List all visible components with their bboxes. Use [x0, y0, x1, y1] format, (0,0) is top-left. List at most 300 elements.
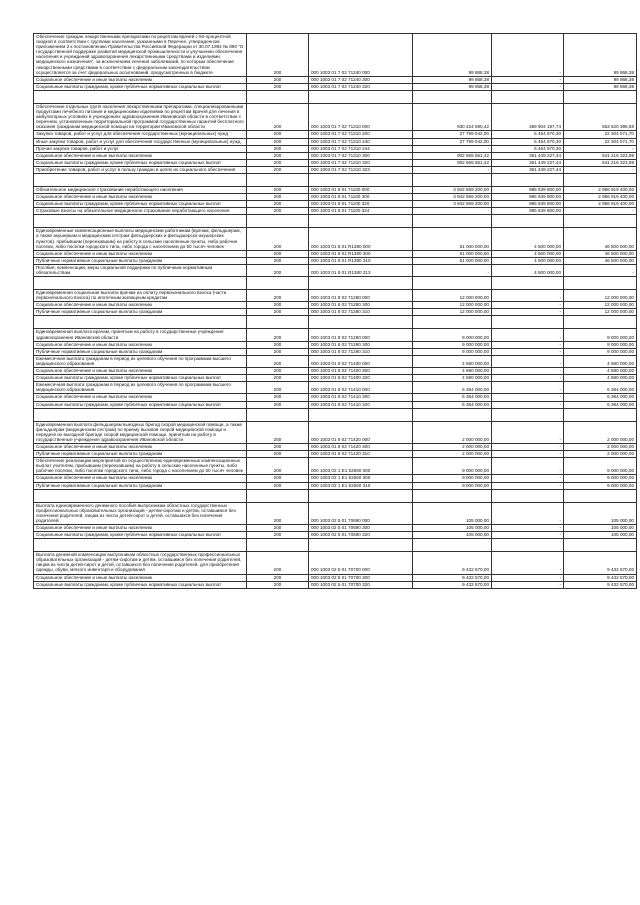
approved-amount-cell: 4 680 000,00: [413, 355, 492, 367]
budget-classification-code-cell: 000 1003 01 7 02 71310 300: [309, 152, 413, 159]
separator-cell: [492, 215, 564, 228]
unexecuted-amount-cell: 9 000 000,00: [564, 475, 637, 482]
separator-cell: [413, 173, 492, 186]
budget-classification-code-cell: 000 1003 01 8 02 71420 310: [309, 451, 413, 458]
expenditure-name-cell: Ежемесячная выплата гражданам в период их целевого обучения по программам высшего медицинского образования: [34, 355, 247, 367]
administrator-code-cell: 200: [247, 574, 309, 581]
executed-amount-cell: 985 639 800,00: [492, 201, 564, 208]
approved-amount-cell: 105 000,00: [413, 525, 492, 532]
separator-cell: [564, 277, 637, 290]
administrator-code-cell: 200: [247, 341, 309, 348]
administrator-code-cell: 200: [247, 152, 309, 159]
unexecuted-amount-cell: 9 432 570,00: [564, 552, 637, 574]
administrator-code-cell: 200: [247, 201, 309, 208]
approved-amount-cell: 9 000 000,00: [413, 348, 492, 355]
unexecuted-amount-cell: 6 384 000,00: [564, 382, 637, 394]
expenditure-name-cell: Социальное обеспечение и иные выплаты населению: [34, 341, 247, 348]
expenditure-name-cell: Социальные выплаты гражданам, кроме публичных нормативных социальных выплат: [34, 83, 247, 90]
executed-amount-cell: -: [492, 309, 564, 316]
table-row: [34, 201, 637, 208]
administrator-code-cell: 200: [247, 302, 309, 309]
table-row: [34, 443, 637, 450]
executed-amount-cell: -: [492, 401, 564, 408]
budget-expenditure-table: [33, 33, 637, 589]
executed-amount-cell: -: [492, 341, 564, 348]
executed-amount-cell: 361 449 227,44: [492, 152, 564, 159]
separator-cell: [247, 489, 309, 502]
approved-amount-cell: 105 000,00: [413, 502, 492, 524]
expenditure-name-cell: Социальное обеспечение и иные выплаты населению: [34, 194, 247, 201]
separator-cell: [564, 173, 637, 186]
separator-cell: [247, 539, 309, 552]
unexecuted-amount-cell: -: [564, 166, 637, 173]
budget-classification-code-cell: 000 1003 01 7 02 71310 320: [309, 159, 413, 166]
administrator-code-cell: 200: [247, 208, 309, 215]
budget-classification-code-cell: 000 1003 01 8 02 71290 000: [309, 329, 413, 341]
unexecuted-amount-cell: 2 000 000,00: [564, 421, 637, 443]
approved-amount-cell: 12 000 000,00: [413, 290, 492, 302]
unexecuted-amount-cell: 4 680 000,00: [564, 355, 637, 367]
administrator-code-cell: 200: [247, 131, 309, 138]
budget-classification-code-cell: 000 1003 02 1 E1 52560 310: [309, 482, 413, 489]
expenditure-name-cell: Пособия, компенсации, меры социальной поддержки по публичным нормативным обязательствам: [34, 264, 247, 276]
table-row: [34, 348, 637, 355]
administrator-code-cell: 200: [247, 103, 309, 130]
budget-classification-code-cell: 000 1003 01 7 02 71240 300: [309, 76, 413, 83]
executed-amount-cell: -: [492, 482, 564, 489]
separator-cell: [247, 316, 309, 329]
administrator-code-cell: 200: [247, 250, 309, 257]
executed-amount-cell: -: [492, 525, 564, 532]
expenditure-name-cell: Социальные выплаты гражданам, кроме публичных нормативных социальных выплат: [34, 581, 247, 588]
expenditure-name-cell: Выплата денежной компенсации выпускникам областных государственных профессиональных образовательных организаций - детям-сиротам и детям, оставшимся без попечения родителей, лицам из числа детей-сирот и детей, оставшихся без попечения родителей, для приобретения одежды, обуви, мягкого инвентаря и оборудования: [34, 552, 247, 574]
budget-classification-code-cell: 000 1003 01 8 02 71410 300: [309, 394, 413, 401]
budget-classification-code-cell: 000 1003 01 8 02 71280 310: [309, 309, 413, 316]
budget-classification-code-cell: 000 1003 01 7 02 71310 000: [309, 103, 413, 130]
approved-amount-cell: 9 000 000,00: [413, 475, 492, 482]
table-row: [34, 166, 637, 173]
table-row: [34, 574, 637, 581]
administrator-code-cell: 200: [247, 451, 309, 458]
approved-amount-cell: 902 665 551,42: [413, 152, 492, 159]
budget-classification-code-cell: 000 1003 01 7 02 71240 000: [309, 34, 413, 77]
table-row: [34, 76, 637, 83]
administrator-code-cell: 200: [247, 502, 309, 524]
expenditure-name-cell: Социальное обеспечение и иные выплаты населению: [34, 574, 247, 581]
administrator-code-cell: 200: [247, 443, 309, 450]
separator-cell: [413, 408, 492, 421]
approved-amount-cell: 51 000 000,00: [413, 257, 492, 264]
expenditure-name-cell: Социальные выплаты гражданам, кроме публичных нормативных социальных выплат: [34, 401, 247, 408]
administrator-code-cell: 200: [247, 458, 309, 475]
approved-amount-cell: 99 868,38: [413, 34, 492, 77]
unexecuted-amount-cell: 9 000 000,00: [564, 348, 637, 355]
budget-classification-code-cell: 000 1003 01 8 02 71400 300: [309, 368, 413, 375]
approved-amount-cell: 3 942 559 200,00: [413, 201, 492, 208]
table-row: [34, 458, 637, 475]
separator-cell: [413, 489, 492, 502]
administrator-code-cell: 200: [247, 348, 309, 355]
unexecuted-amount-cell: 2 956 919 400,00: [564, 186, 637, 193]
table-row: [34, 525, 637, 532]
expenditure-name-cell: Публичные нормативные социальные выплаты гражданам: [34, 257, 247, 264]
separator-cell: [309, 90, 413, 103]
administrator-code-cell: 200: [247, 355, 309, 367]
executed-amount-cell: -: [492, 83, 564, 90]
administrator-code-cell: 200: [247, 329, 309, 341]
executed-amount-cell: 4 500 000,00: [492, 257, 564, 264]
table-row: [34, 186, 637, 193]
administrator-code-cell: 200: [247, 368, 309, 375]
expenditure-name-cell: Приобретение товаров, работ и услуг в пользу граждан в целях их социального обеспечения: [34, 166, 247, 173]
expenditure-name-cell: Публичные нормативные социальные выплаты гражданам: [34, 309, 247, 316]
table-row: [34, 552, 637, 574]
administrator-code-cell: 200: [247, 375, 309, 382]
expenditure-name-cell: Публичные нормативные социальные выплаты гражданам: [34, 451, 247, 458]
executed-amount-cell: 369 904 197,74: [492, 103, 564, 130]
table-row: [34, 159, 637, 166]
executed-amount-cell: 985 639 800,00: [492, 208, 564, 215]
expenditure-name-cell: Социальные выплаты гражданам, кроме публичных нормативных социальных выплат: [34, 201, 247, 208]
administrator-code-cell: 200: [247, 552, 309, 574]
row-separator: [34, 489, 637, 502]
approved-amount-cell: -: [413, 208, 492, 215]
expenditure-name-cell: Страховые взносы на обязательное медицинское страхование неработающего населения: [34, 208, 247, 215]
budget-classification-code-cell: 000 1003 01 7 02 71310 240: [309, 138, 413, 145]
expenditure-name-cell: Публичные нормативные социальные выплаты гражданам: [34, 482, 247, 489]
separator-cell: [413, 539, 492, 552]
table-row: [34, 103, 637, 130]
table-row: [34, 329, 637, 341]
separator-cell: [492, 277, 564, 290]
separator-cell: [492, 173, 564, 186]
expenditure-name-cell: Социальное обеспечение и иные выплаты населению: [34, 394, 247, 401]
budget-classification-code-cell: 000 1003 01 8 02 71400 000: [309, 355, 413, 367]
budget-classification-code-cell: 000 1003 02 1 E1 52560 300: [309, 475, 413, 482]
unexecuted-amount-cell: 9 432 570,00: [564, 581, 637, 588]
executed-amount-cell: -: [492, 382, 564, 394]
expenditure-name-cell: Обеспечение отдельных групп населения лекарственными препаратами, специализированными продуктами лечебного питания и медицинскими изделиями по рецептам врачей для лечения в амбулаторных условиях в учреждениях здравоохранения Ивановской области в соответствии с перечнем, установленным территориальной программой государственных гарантий бесплатного оказания гражданам медицинской помощи на территории Ивановской области: [34, 103, 247, 130]
separator-cell: [492, 408, 564, 421]
executed-amount-cell: -: [492, 552, 564, 574]
separator-cell: [247, 90, 309, 103]
row-separator: [34, 316, 637, 329]
executed-amount-cell: 5 454 970,30: [492, 131, 564, 138]
separator-cell: [413, 316, 492, 329]
approved-amount-cell: 4 680 000,00: [413, 375, 492, 382]
row-separator: [34, 408, 637, 421]
budget-classification-code-cell: 000 1003 01 7 02 71310 200: [309, 131, 413, 138]
executed-amount-cell: -: [492, 532, 564, 539]
expenditure-name-cell: Социальное обеспечение и иные выплаты населению: [34, 76, 247, 83]
row-separator: [34, 215, 637, 228]
table-row: [34, 228, 637, 250]
separator-cell: [309, 173, 413, 186]
expenditure-name-cell: Социальное обеспечение и иные выплаты населению: [34, 525, 247, 532]
executed-amount-cell: -: [492, 394, 564, 401]
budget-classification-code-cell: 000 1003 01 8 02 71400 320: [309, 375, 413, 382]
budget-classification-code-cell: 000 1003 02 5 01 70690 300: [309, 525, 413, 532]
expenditure-name-cell: Социальные выплаты гражданам, кроме публичных нормативных социальных выплат: [34, 159, 247, 166]
approved-amount-cell: 930 424 590,42: [413, 103, 492, 130]
executed-amount-cell: -: [492, 76, 564, 83]
separator-cell: [309, 408, 413, 421]
budget-classification-code-cell: 000 1003 01 8 02 71420 000: [309, 421, 413, 443]
approved-amount-cell: -: [413, 166, 492, 173]
expenditure-name-cell: Единовременная выплата фельдшерам выездных бригад скорой медицинской помощи, а также фельдшерам (медицинским сестрам) по приему вызовов скорой медицинской помощи и передаче их выездной бригаде скорой медицинской помощи, принятым на работу в государственные учреждения здравоохранения Ивановской области: [34, 421, 247, 443]
expenditure-name-cell: Публичные нормативные социальные выплаты гражданам: [34, 348, 247, 355]
separator-cell: [564, 539, 637, 552]
unexecuted-amount-cell: -: [564, 208, 637, 215]
executed-amount-cell: 5 454 970,30: [492, 145, 564, 152]
administrator-code-cell: 200: [247, 159, 309, 166]
unexecuted-amount-cell: 105 000,00: [564, 502, 637, 524]
budget-classification-code-cell: 000 1003 01 8 01 R1380 313: [309, 264, 413, 276]
executed-amount-cell: 361 449 227,44: [492, 159, 564, 166]
separator-cell: [492, 90, 564, 103]
separator-cell: [564, 316, 637, 329]
administrator-code-cell: 200: [247, 264, 309, 276]
table-row: [34, 451, 637, 458]
administrator-code-cell: 200: [247, 194, 309, 201]
budget-classification-code-cell: 000 1003 01 7 02 71310 244: [309, 145, 413, 152]
table-row: [34, 482, 637, 489]
table-body: [34, 34, 637, 589]
administrator-code-cell: 200: [247, 401, 309, 408]
expenditure-name-cell: Выплата единовременного денежного пособия выпускникам областных государственных профессиональных образовательных организаций - детям-сиротам и детям, оставшимся без попечения родителей, лицам из числа детей-сирот и детей, оставшихся без попечения родителей: [34, 502, 247, 524]
unexecuted-amount-cell: 12 000 000,00: [564, 302, 637, 309]
unexecuted-amount-cell: 2 000 000,00: [564, 443, 637, 450]
budget-classification-code-cell: 000 1003 01 7 02 71240 320: [309, 83, 413, 90]
administrator-code-cell: 200: [247, 290, 309, 302]
separator-cell: [413, 277, 492, 290]
budget-report-page: [33, 33, 636, 589]
unexecuted-amount-cell: 46 500 000,00: [564, 228, 637, 250]
approved-amount-cell: -: [413, 145, 492, 152]
table-row: [34, 145, 637, 152]
table-row: [34, 302, 637, 309]
unexecuted-amount-cell: 9 432 570,00: [564, 574, 637, 581]
unexecuted-amount-cell: 541 216 323,98: [564, 159, 637, 166]
table-row: [34, 382, 637, 394]
approved-amount-cell: 51 000 000,00: [413, 228, 492, 250]
unexecuted-amount-cell: 12 000 000,00: [564, 290, 637, 302]
executed-amount-cell: 985 639 800,00: [492, 194, 564, 201]
approved-amount-cell: 2 000 000,00: [413, 421, 492, 443]
table-row: [34, 83, 637, 90]
separator-cell: [413, 215, 492, 228]
administrator-code-cell: 200: [247, 145, 309, 152]
approved-amount-cell: 9 432 570,00: [413, 581, 492, 588]
budget-classification-code-cell: 000 1003 01 8 02 71280 300: [309, 302, 413, 309]
administrator-code-cell: 200: [247, 475, 309, 482]
table-row: [34, 194, 637, 201]
separator-cell: [309, 316, 413, 329]
unexecuted-amount-cell: 9 000 000,00: [564, 329, 637, 341]
administrator-code-cell: 200: [247, 166, 309, 173]
separator-cell: [492, 489, 564, 502]
approved-amount-cell: 9 432 570,00: [413, 574, 492, 581]
executed-amount-cell: -: [492, 375, 564, 382]
table-row: [34, 264, 637, 276]
executed-amount-cell: -: [492, 355, 564, 367]
expenditure-name-cell: Единовременная выплата врачам, принятым на работу в государственные учреждения здравоохранения Ивановской области: [34, 329, 247, 341]
approved-amount-cell: 6 384 000,00: [413, 394, 492, 401]
separator-cell: [492, 316, 564, 329]
separator-cell: [309, 277, 413, 290]
table-row: [34, 250, 637, 257]
approved-amount-cell: 9 000 000,00: [413, 482, 492, 489]
budget-classification-code-cell: 000 1003 01 8 02 71290 300: [309, 341, 413, 348]
unexecuted-amount-cell: 22 304 071,70: [564, 138, 637, 145]
table-row: [34, 401, 637, 408]
approved-amount-cell: 27 759 042,00: [413, 131, 492, 138]
table-row: [34, 290, 637, 302]
approved-amount-cell: 3 942 559 200,00: [413, 186, 492, 193]
expenditure-name-cell: Социальное обеспечение и иные выплаты населению: [34, 152, 247, 159]
separator-cell: [564, 215, 637, 228]
administrator-code-cell: 200: [247, 228, 309, 250]
budget-classification-code-cell: 000 1003 01 7 02 71310 323: [309, 166, 413, 173]
table-row: [34, 475, 637, 482]
budget-classification-code-cell: 000 1003 01 8 02 71290 310: [309, 348, 413, 355]
separator-cell: [34, 316, 247, 329]
separator-cell: [492, 539, 564, 552]
approved-amount-cell: 6 384 000,00: [413, 401, 492, 408]
separator-cell: [34, 489, 247, 502]
approved-amount-cell: 99 868,38: [413, 83, 492, 90]
expenditure-name-cell: Обеспечение граждан лекарственными препаратами по рецептам врачей с 50-процентной скидкой в соответствии с группами населения, указанными в Перечне, утвержденном приложением 2 к постановлению Правительства Российской Федерации от 30.07.1994 № 890 "О государственной поддержке развития медицинской промышленности и улучшении обеспечения населения и учреждений здравоохранения лекарственными средствами и изделиями медицинского назначения", за исключением лечения заболеваний, по которым обеспечение лекарственными средствами в соответствии с федеральным законодательством осуществляется за счет федеральных ассигнований, предусмотренных в бюджете: [34, 34, 247, 77]
expenditure-name-cell: Прочая закупка товаров, работ и услуг: [34, 145, 247, 152]
executed-amount-cell: -: [492, 348, 564, 355]
unexecuted-amount-cell: 105 000,00: [564, 532, 637, 539]
executed-amount-cell: -: [492, 368, 564, 375]
unexecuted-amount-cell: 2 000 000,00: [564, 451, 637, 458]
budget-classification-code-cell: 000 1003 01 8 02 71280 000: [309, 290, 413, 302]
row-separator: [34, 90, 637, 103]
executed-amount-cell: 5 454 970,30: [492, 138, 564, 145]
executed-amount-cell: -: [492, 302, 564, 309]
separator-cell: [247, 408, 309, 421]
administrator-code-cell: 200: [247, 309, 309, 316]
budget-classification-code-cell: 000 1003 01 8 01 71100 324: [309, 208, 413, 215]
budget-classification-code-cell: 000 1003 02 5 01 70690 320: [309, 532, 413, 539]
approved-amount-cell: 9 000 000,00: [413, 341, 492, 348]
row-separator: [34, 173, 637, 186]
unexecuted-amount-cell: -: [564, 145, 637, 152]
administrator-code-cell: 200: [247, 532, 309, 539]
unexecuted-amount-cell: 9 000 000,00: [564, 458, 637, 475]
budget-classification-code-cell: 000 1003 01 8 02 71420 300: [309, 443, 413, 450]
approved-amount-cell: 12 000 000,00: [413, 302, 492, 309]
table-row: [34, 341, 637, 348]
expenditure-name-cell: Иные закупки товаров, работ и услуг для обеспечения государственных (муниципальных) нужд: [34, 138, 247, 145]
unexecuted-amount-cell: 2 956 919 400,00: [564, 194, 637, 201]
unexecuted-amount-cell: 9 000 000,00: [564, 341, 637, 348]
unexecuted-amount-cell: 105 000,00: [564, 525, 637, 532]
separator-cell: [309, 215, 413, 228]
budget-classification-code-cell: 000 1003 01 8 02 71410 320: [309, 401, 413, 408]
executed-amount-cell: 4 500 000,00: [492, 228, 564, 250]
executed-amount-cell: 4 500 000,00: [492, 264, 564, 276]
executed-amount-cell: -: [492, 34, 564, 77]
table-row: [34, 581, 637, 588]
administrator-code-cell: 200: [247, 482, 309, 489]
budget-classification-code-cell: 000 1003 01 8 01 71100 320: [309, 201, 413, 208]
executed-amount-cell: -: [492, 502, 564, 524]
approved-amount-cell: 27 759 042,00: [413, 138, 492, 145]
table-row: [34, 368, 637, 375]
approved-amount-cell: 3 942 559 200,00: [413, 194, 492, 201]
separator-cell: [309, 539, 413, 552]
approved-amount-cell: 9 000 000,00: [413, 458, 492, 475]
budget-classification-code-cell: 000 1003 02 1 E1 52560 000: [309, 458, 413, 475]
unexecuted-amount-cell: 2 956 919 400,00: [564, 201, 637, 208]
unexecuted-amount-cell: 99 868,38: [564, 34, 637, 77]
executed-amount-cell: -: [492, 290, 564, 302]
table-row: [34, 375, 637, 382]
unexecuted-amount-cell: 12 000 000,00: [564, 309, 637, 316]
separator-cell: [34, 277, 247, 290]
administrator-code-cell: 200: [247, 83, 309, 90]
row-separator: [34, 539, 637, 552]
unexecuted-amount-cell: 99 868,38: [564, 76, 637, 83]
executed-amount-cell: -: [492, 475, 564, 482]
unexecuted-amount-cell: 563 520 395,68: [564, 103, 637, 130]
expenditure-name-cell: Социальное обеспечение и иные выплаты населению: [34, 443, 247, 450]
separator-cell: [34, 539, 247, 552]
table-row: [34, 421, 637, 443]
executed-amount-cell: -: [492, 581, 564, 588]
budget-classification-code-cell: 000 1003 01 8 01 71100 000: [309, 186, 413, 193]
unexecuted-amount-cell: 99 868,38: [564, 83, 637, 90]
administrator-code-cell: 200: [247, 138, 309, 145]
approved-amount-cell: 902 665 551,42: [413, 159, 492, 166]
administrator-code-cell: 200: [247, 382, 309, 394]
expenditure-name-cell: Социальное обеспечение и иные выплаты населению: [34, 302, 247, 309]
table-row: [34, 532, 637, 539]
executed-amount-cell: -: [492, 574, 564, 581]
approved-amount-cell: 2 000 000,00: [413, 451, 492, 458]
separator-cell: [564, 90, 637, 103]
unexecuted-amount-cell: 6 384 000,00: [564, 394, 637, 401]
budget-classification-code-cell: 000 1003 01 8 01 R1380 000: [309, 228, 413, 250]
approved-amount-cell: -: [413, 264, 492, 276]
table-row: [34, 257, 637, 264]
administrator-code-cell: 200: [247, 525, 309, 532]
unexecuted-amount-cell: 4 680 000,00: [564, 375, 637, 382]
table-row: [34, 34, 637, 77]
table-row: [34, 138, 637, 145]
administrator-code-cell: 200: [247, 34, 309, 77]
expenditure-name-cell: Обеспечение реализации мероприятий по осуществлению единовременных компенсационных выплат учителям, прибывшим (переехавшим) на работу в сельские населенные пункты, либо рабочие поселки, либо поселки городского типа, либо города с населением до 50 тысяч человек: [34, 458, 247, 475]
approved-amount-cell: 2 000 000,00: [413, 443, 492, 450]
executed-amount-cell: 361 449 227,44: [492, 166, 564, 173]
expenditure-name-cell: Обязательное медицинское страхование неработающего населения: [34, 186, 247, 193]
expenditure-name-cell: Социальное обеспечение и иные выплаты населению: [34, 475, 247, 482]
table-row: [34, 131, 637, 138]
expenditure-name-cell: Социальное обеспечение и иные выплаты населению: [34, 368, 247, 375]
executed-amount-cell: -: [492, 443, 564, 450]
separator-cell: [564, 489, 637, 502]
expenditure-name-cell: Социальные выплаты гражданам, кроме публичных нормативных социальных выплат: [34, 532, 247, 539]
unexecuted-amount-cell: -: [564, 264, 637, 276]
separator-cell: [34, 173, 247, 186]
administrator-code-cell: 200: [247, 257, 309, 264]
separator-cell: [34, 90, 247, 103]
administrator-code-cell: 200: [247, 76, 309, 83]
unexecuted-amount-cell: 541 216 323,98: [564, 152, 637, 159]
